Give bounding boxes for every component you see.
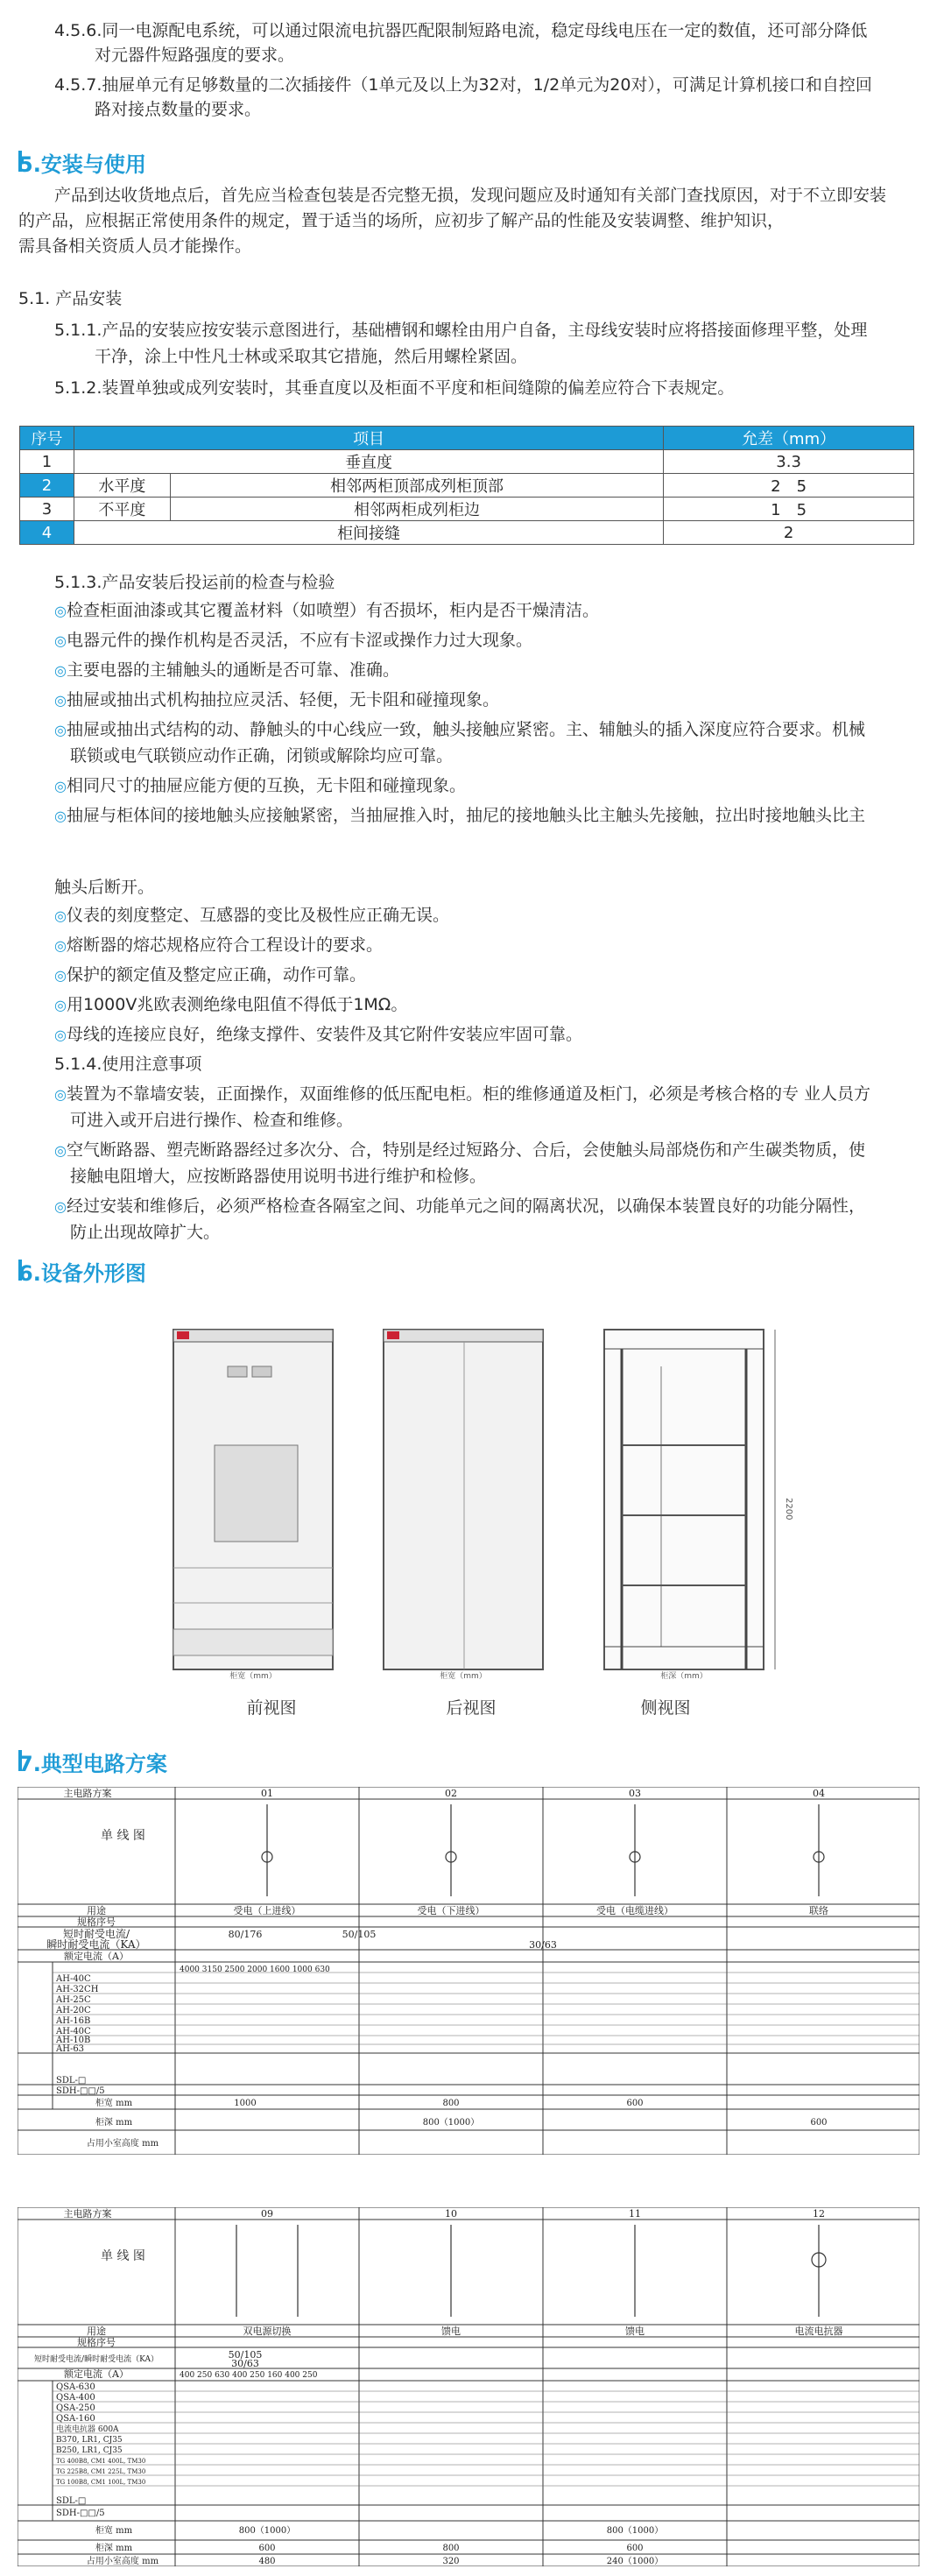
svg-text:额定电流（A）: 额定电流（A） bbox=[64, 1951, 129, 1962]
svg-text:320: 320 bbox=[442, 2557, 460, 2566]
svg-text:800（1000）: 800（1000） bbox=[606, 2526, 664, 2536]
side-view-drawing bbox=[604, 1330, 793, 1681]
row-no: 3 bbox=[20, 498, 74, 521]
section-7-title: 7.典型电路方案 bbox=[18, 1752, 167, 1776]
svg-text:240（1000）: 240（1000） bbox=[606, 2557, 664, 2566]
intro-line-1: 产品到达收货地点后，首先应当检查包装是否完整无损，发现问题应及时通知有关部门查找原因，对于不立即安装 bbox=[54, 186, 887, 205]
side-dim-label: 柜深（mm） bbox=[660, 1672, 708, 1681]
svg-text:AH-10B: AH-10B bbox=[56, 2036, 91, 2045]
svg-text:受电（下进线）: 受电（下进线） bbox=[417, 1905, 485, 1916]
svg-text:600: 600 bbox=[626, 2544, 644, 2553]
svg-text:10: 10 bbox=[445, 2208, 457, 2220]
bullet-icon: ◎ bbox=[54, 1086, 67, 1103]
check-item-cont: 联锁或电气联锁应动作正确，闭锁或解除均应可靠。 bbox=[70, 746, 454, 766]
row-item: 不平度 bbox=[74, 498, 170, 521]
para-4-5-7: 4.5.7.抽屉单元有足够数量的二次插接件（1单元及以上为32对，1/2单元为20对），可满足计算机接口和自控回 bbox=[54, 75, 872, 95]
svg-text:馈电: 馈电 bbox=[625, 2325, 645, 2337]
row-item: 垂直度 bbox=[74, 450, 663, 474]
svg-text:600: 600 bbox=[626, 2099, 644, 2108]
circuit-table-1 bbox=[18, 1787, 919, 2155]
svg-text:主电路方案: 主电路方案 bbox=[63, 2208, 112, 2220]
svg-text:600: 600 bbox=[810, 2118, 828, 2128]
svg-text:50/105: 50/105 bbox=[228, 2349, 263, 2361]
svg-text:SDL-□: SDL-□ bbox=[56, 2076, 87, 2086]
svg-text:30/63: 30/63 bbox=[529, 1939, 557, 1951]
rear-view-drawing bbox=[384, 1330, 543, 1681]
svg-text:AH-40C: AH-40C bbox=[56, 2027, 91, 2036]
caption-rear: 后视图 bbox=[446, 1698, 497, 1718]
check-item: ◎主要电器的主辅触头的通断是否可靠、准确。 bbox=[54, 660, 399, 680]
check-item: ◎相同尺寸的抽屉应能方便的互换，无卡阻和碰撞现象。 bbox=[54, 776, 466, 795]
cabinet-drawings bbox=[166, 1314, 797, 1682]
svg-text:800（1000）: 800（1000） bbox=[238, 2526, 296, 2536]
para-4-5-6: 4.5.6.同一电源配电系统，可以通过限流电抗器匹配限制短路电流，稳定母线电压在一定的数值，还可部分降低 bbox=[54, 21, 868, 40]
svg-text:400 250 630 400 250 160 400 25: 400 250 630 400 250 160 400 250 bbox=[180, 2371, 318, 2380]
row-tol: 2 bbox=[664, 521, 914, 545]
svg-text:AH-63: AH-63 bbox=[56, 2044, 85, 2054]
bullet-icon: ◎ bbox=[54, 1027, 67, 1043]
svg-text:受电（电缆进线）: 受电（电缆进线） bbox=[596, 1905, 673, 1916]
circuit-table-2 bbox=[18, 2207, 919, 2566]
svg-text:联络: 联络 bbox=[809, 1905, 828, 1916]
svg-text:B250, LR1, CJ35: B250, LR1, CJ35 bbox=[56, 2446, 123, 2455]
svg-text:瞬时耐受电流（KA）: 瞬时耐受电流（KA） bbox=[46, 1938, 146, 1951]
svg-text:QSA-250: QSA-250 bbox=[56, 2403, 95, 2413]
header-no: 序号 bbox=[20, 427, 74, 450]
row-sub: 相邻两柜顶部成列柜顶部 bbox=[170, 474, 663, 498]
svg-text:QSA-400: QSA-400 bbox=[56, 2393, 95, 2403]
svg-text:AH-25C: AH-25C bbox=[56, 1995, 91, 2005]
bullet-icon: ◎ bbox=[54, 722, 67, 738]
heading-5-1: 5.1. 产品安装 bbox=[18, 289, 123, 308]
check-item: ◎母线的连接应良好，绝缘支撑件、安装件及其它附件安装应牢固可靠。 bbox=[54, 1025, 582, 1044]
table-row bbox=[20, 474, 914, 498]
row-item: 柜间接缝 bbox=[74, 521, 663, 545]
bullet-icon: ◎ bbox=[54, 997, 67, 1013]
row-tol: 3.3 bbox=[664, 450, 914, 474]
row-no: 4 bbox=[20, 521, 74, 545]
row-item: 水平度 bbox=[74, 474, 170, 498]
intro-line-3: 需具备相关资质人员才能操作。 bbox=[18, 236, 252, 256]
bullet-icon: ◎ bbox=[54, 937, 67, 954]
section-5-title: 5.安装与使用 bbox=[18, 152, 146, 177]
svg-text:AH-20C: AH-20C bbox=[56, 2006, 91, 2015]
scheme-04: 04 bbox=[813, 1788, 825, 1799]
check-item: ◎用1000V兆欧表测绝缘电阻值不得低于1MΩ。 bbox=[54, 995, 408, 1014]
svg-text:双电源切换: 双电源切换 bbox=[243, 2325, 292, 2337]
header-tolerance: 允差（mm） bbox=[664, 427, 914, 450]
note-item: ◎空气断路器、塑壳断路器经过多次分、合，特别是经过短路分、合后，会使触头局部烧伤和产生碳类物质，使 bbox=[54, 1140, 865, 1160]
check-item: ◎熔断器的熔芯规格应符合工程设计的要求。 bbox=[54, 935, 383, 955]
bullet-icon: ◎ bbox=[54, 808, 67, 824]
svg-text:B370, LR1, CJ35: B370, LR1, CJ35 bbox=[56, 2436, 123, 2445]
para-5-1-1: 5.1.1.产品的安装应按安装示意图进行，基础槽钢和螺栓由用户自备，主母线安装时应将搭接面修理平整，处理 bbox=[54, 321, 868, 340]
svg-text:受电（上进线）: 受电（上进线） bbox=[233, 1905, 301, 1916]
svg-text:30/63: 30/63 bbox=[231, 2358, 259, 2369]
check-item: ◎仪表的刻度整定、互感器的变比及极性应正确无误。 bbox=[54, 906, 449, 925]
caption-front: 前视图 bbox=[246, 1698, 297, 1718]
table-header-row bbox=[20, 427, 914, 450]
svg-text:11: 11 bbox=[629, 2208, 641, 2220]
svg-text:800（1000）: 800（1000） bbox=[422, 2118, 480, 2128]
svg-text:480: 480 bbox=[258, 2557, 276, 2566]
check-item: ◎检查柜面油漆或其它覆盖材料（如喷塑）有否损坏，柜内是否干燥清洁。 bbox=[54, 601, 599, 620]
svg-text:800: 800 bbox=[442, 2544, 460, 2553]
svg-text:短时耐受电流/: 短时耐受电流/ bbox=[62, 1928, 130, 1940]
row-no: 2 bbox=[20, 474, 74, 498]
use-label: 用途 bbox=[87, 1905, 106, 1916]
svg-text:SDH-□□/5: SDH-□□/5 bbox=[56, 2086, 105, 2096]
svg-text:占用小室高度 mm: 占用小室高度 mm bbox=[86, 2557, 159, 2566]
svg-text:柜深 mm: 柜深 mm bbox=[95, 2544, 133, 2553]
note-item-cont: 可进入或开启进行操作、检查和维修。 bbox=[70, 1111, 354, 1130]
check-item: ◎保护的额定值及整定应正确，动作可靠。 bbox=[54, 965, 366, 985]
bullet-icon: ◎ bbox=[54, 967, 67, 984]
bullet-icon: ◎ bbox=[54, 632, 67, 649]
table-row bbox=[20, 521, 914, 545]
svg-text:QSA-630: QSA-630 bbox=[56, 2382, 95, 2392]
svg-text:规格序号: 规格序号 bbox=[77, 2337, 116, 2348]
header-item: 项目 bbox=[74, 427, 663, 450]
table-row bbox=[20, 498, 914, 521]
svg-text:规格序号: 规格序号 bbox=[77, 1916, 116, 1928]
heading-5-1-3: 5.1.3.产品安装后投运前的检查与检验 bbox=[54, 573, 335, 592]
scheme-01: 01 bbox=[261, 1788, 273, 1799]
svg-text:短时耐受电流/瞬时耐受电流（KA）: 短时耐受电流/瞬时耐受电流（KA） bbox=[34, 2355, 159, 2364]
svg-text:SDH-□□/5: SDH-□□/5 bbox=[56, 2509, 105, 2518]
row-tol: 1 5 bbox=[664, 498, 914, 521]
bullet-icon: ◎ bbox=[54, 1198, 67, 1215]
para-4-5-6-cont: 对元器件短路强度的要求。 bbox=[95, 46, 295, 65]
heading-5-1-4: 5.1.4.使用注意事项 bbox=[54, 1055, 202, 1074]
row-no: 1 bbox=[20, 450, 74, 474]
svg-text:TG 100B8, CM1 100L, TM30: TG 100B8, CM1 100L, TM30 bbox=[56, 2479, 146, 2486]
svg-text:AH-32CH: AH-32CH bbox=[56, 1985, 99, 1994]
bullet-icon: ◎ bbox=[54, 692, 67, 709]
svg-text:占用小室高度 mm: 占用小室高度 mm bbox=[86, 2139, 159, 2149]
svg-text:12: 12 bbox=[813, 2208, 825, 2220]
svg-text:QSA-160: QSA-160 bbox=[56, 2414, 95, 2424]
row-tol: 2 5 bbox=[664, 474, 914, 498]
front-view-drawing bbox=[173, 1330, 333, 1681]
tolerance-table bbox=[19, 426, 914, 545]
svg-text:600: 600 bbox=[258, 2544, 276, 2553]
svg-text:80/176: 80/176 bbox=[228, 1929, 263, 1940]
note-item-cont: 防止出现故障扩大。 bbox=[70, 1223, 221, 1242]
table-row bbox=[20, 450, 914, 474]
svg-text:馈电: 馈电 bbox=[441, 2325, 461, 2337]
svg-text:AH-16B: AH-16B bbox=[56, 2016, 91, 2026]
svg-text:单 线 图: 单 线 图 bbox=[101, 2249, 145, 2263]
svg-text:TG 225B8, CM1 225L, TM30: TG 225B8, CM1 225L, TM30 bbox=[56, 2468, 146, 2475]
note-item: ◎经过安装和维修后，必须严格检查各隔室之间、功能单元之间的隔离状况，以确保本装置良好的功能分隔性， bbox=[54, 1196, 865, 1216]
para-5-1-2: 5.1.2.装置单独或成列安装时，其垂直度以及柜面不平度和柜间缝隙的偏差应符合下表规定。 bbox=[54, 378, 735, 398]
svg-text:用途: 用途 bbox=[87, 2325, 106, 2337]
rear-dim-label: 柜宽（mm） bbox=[440, 1672, 487, 1681]
check-item: ◎抽屉或抽出式结构的动、静触头的中心线应一致，触头接触应紧密。主、辅触头的插入深度应符合要求。机械 bbox=[54, 720, 865, 739]
note-item: ◎装置为不靠墙安装，正面操作，双面维修的低压配电柜。柜的维修通道及柜门，必须是考核合格的专 业人员方 bbox=[54, 1084, 871, 1104]
svg-text:柜深 mm: 柜深 mm bbox=[95, 2118, 133, 2128]
check-item: ◎抽屉与柜体间的接地触头应接触紧密，当抽屉推入时，抽尼的接地触头比主触头先接触，拉出时接地触头比主 bbox=[54, 806, 865, 825]
svg-text:电流电抗器 600A: 电流电抗器 600A bbox=[56, 2425, 119, 2434]
svg-text:800: 800 bbox=[442, 2099, 460, 2108]
svg-text:TG 400B8, CM1 400L, TM30: TG 400B8, CM1 400L, TM30 bbox=[56, 2458, 146, 2465]
para-5-1-1-cont: 干净，涂上中性凡士林或采取其它措施，然后用螺栓紧固。 bbox=[95, 347, 528, 366]
bullet-icon: ◎ bbox=[54, 1142, 67, 1159]
svg-text:50/105: 50/105 bbox=[342, 1929, 377, 1940]
section-6-title: 6.设备外形图 bbox=[18, 1261, 146, 1286]
check-item: ◎抽屉或抽出式机构抽拉应灵活、轻便，无卡阻和碰撞现象。 bbox=[54, 690, 499, 709]
bullet-icon: ◎ bbox=[54, 907, 67, 924]
caption-side: 侧视图 bbox=[640, 1698, 691, 1718]
front-dim-label: 柜宽（mm） bbox=[229, 1672, 277, 1681]
single-line-label: 单 线 图 bbox=[101, 1829, 145, 1843]
check-item: ◎电器元件的操作机构是否灵活，不应有卡涩或操作力过大现象。 bbox=[54, 631, 532, 650]
svg-text:额定电流（A）: 额定电流（A） bbox=[64, 2368, 129, 2380]
scheme-label: 主电路方案 bbox=[63, 1788, 112, 1799]
svg-text:电流电抗器: 电流电抗器 bbox=[794, 2325, 843, 2337]
svg-text:09: 09 bbox=[261, 2208, 273, 2220]
check-item-cont: 触头后断开。 bbox=[54, 878, 155, 897]
scheme-02: 02 bbox=[445, 1788, 457, 1799]
svg-text:4000 3150 2500 2000 1600 1000: 4000 3150 2500 2000 1600 1000 630 bbox=[180, 1966, 330, 1974]
scheme-03: 03 bbox=[629, 1788, 641, 1799]
bullet-icon: ◎ bbox=[54, 778, 67, 794]
note-item-cont: 接触电阻增大，应按断路器使用说明书进行维护和检修。 bbox=[70, 1167, 487, 1186]
svg-text:柜宽 mm: 柜宽 mm bbox=[95, 2526, 133, 2536]
svg-text:1000: 1000 bbox=[234, 2099, 257, 2108]
svg-text:AH-40C: AH-40C bbox=[56, 1974, 91, 1984]
para-4-5-7-cont: 路对接点数量的要求。 bbox=[95, 100, 262, 119]
bullet-icon: ◎ bbox=[54, 603, 67, 619]
side-height-label: 2200 bbox=[784, 1498, 793, 1521]
intro-line-2: 的产品，应根据正常使用条件的规定，置于适当的场所，应初步了解产品的性能及安装调整、维护知识， bbox=[18, 211, 785, 230]
row-sub: 相邻两柜成列柜边 bbox=[170, 498, 663, 521]
svg-text:SDL-□: SDL-□ bbox=[56, 2496, 87, 2506]
bullet-icon: ◎ bbox=[54, 662, 67, 679]
svg-text:柜宽 mm: 柜宽 mm bbox=[95, 2099, 133, 2108]
